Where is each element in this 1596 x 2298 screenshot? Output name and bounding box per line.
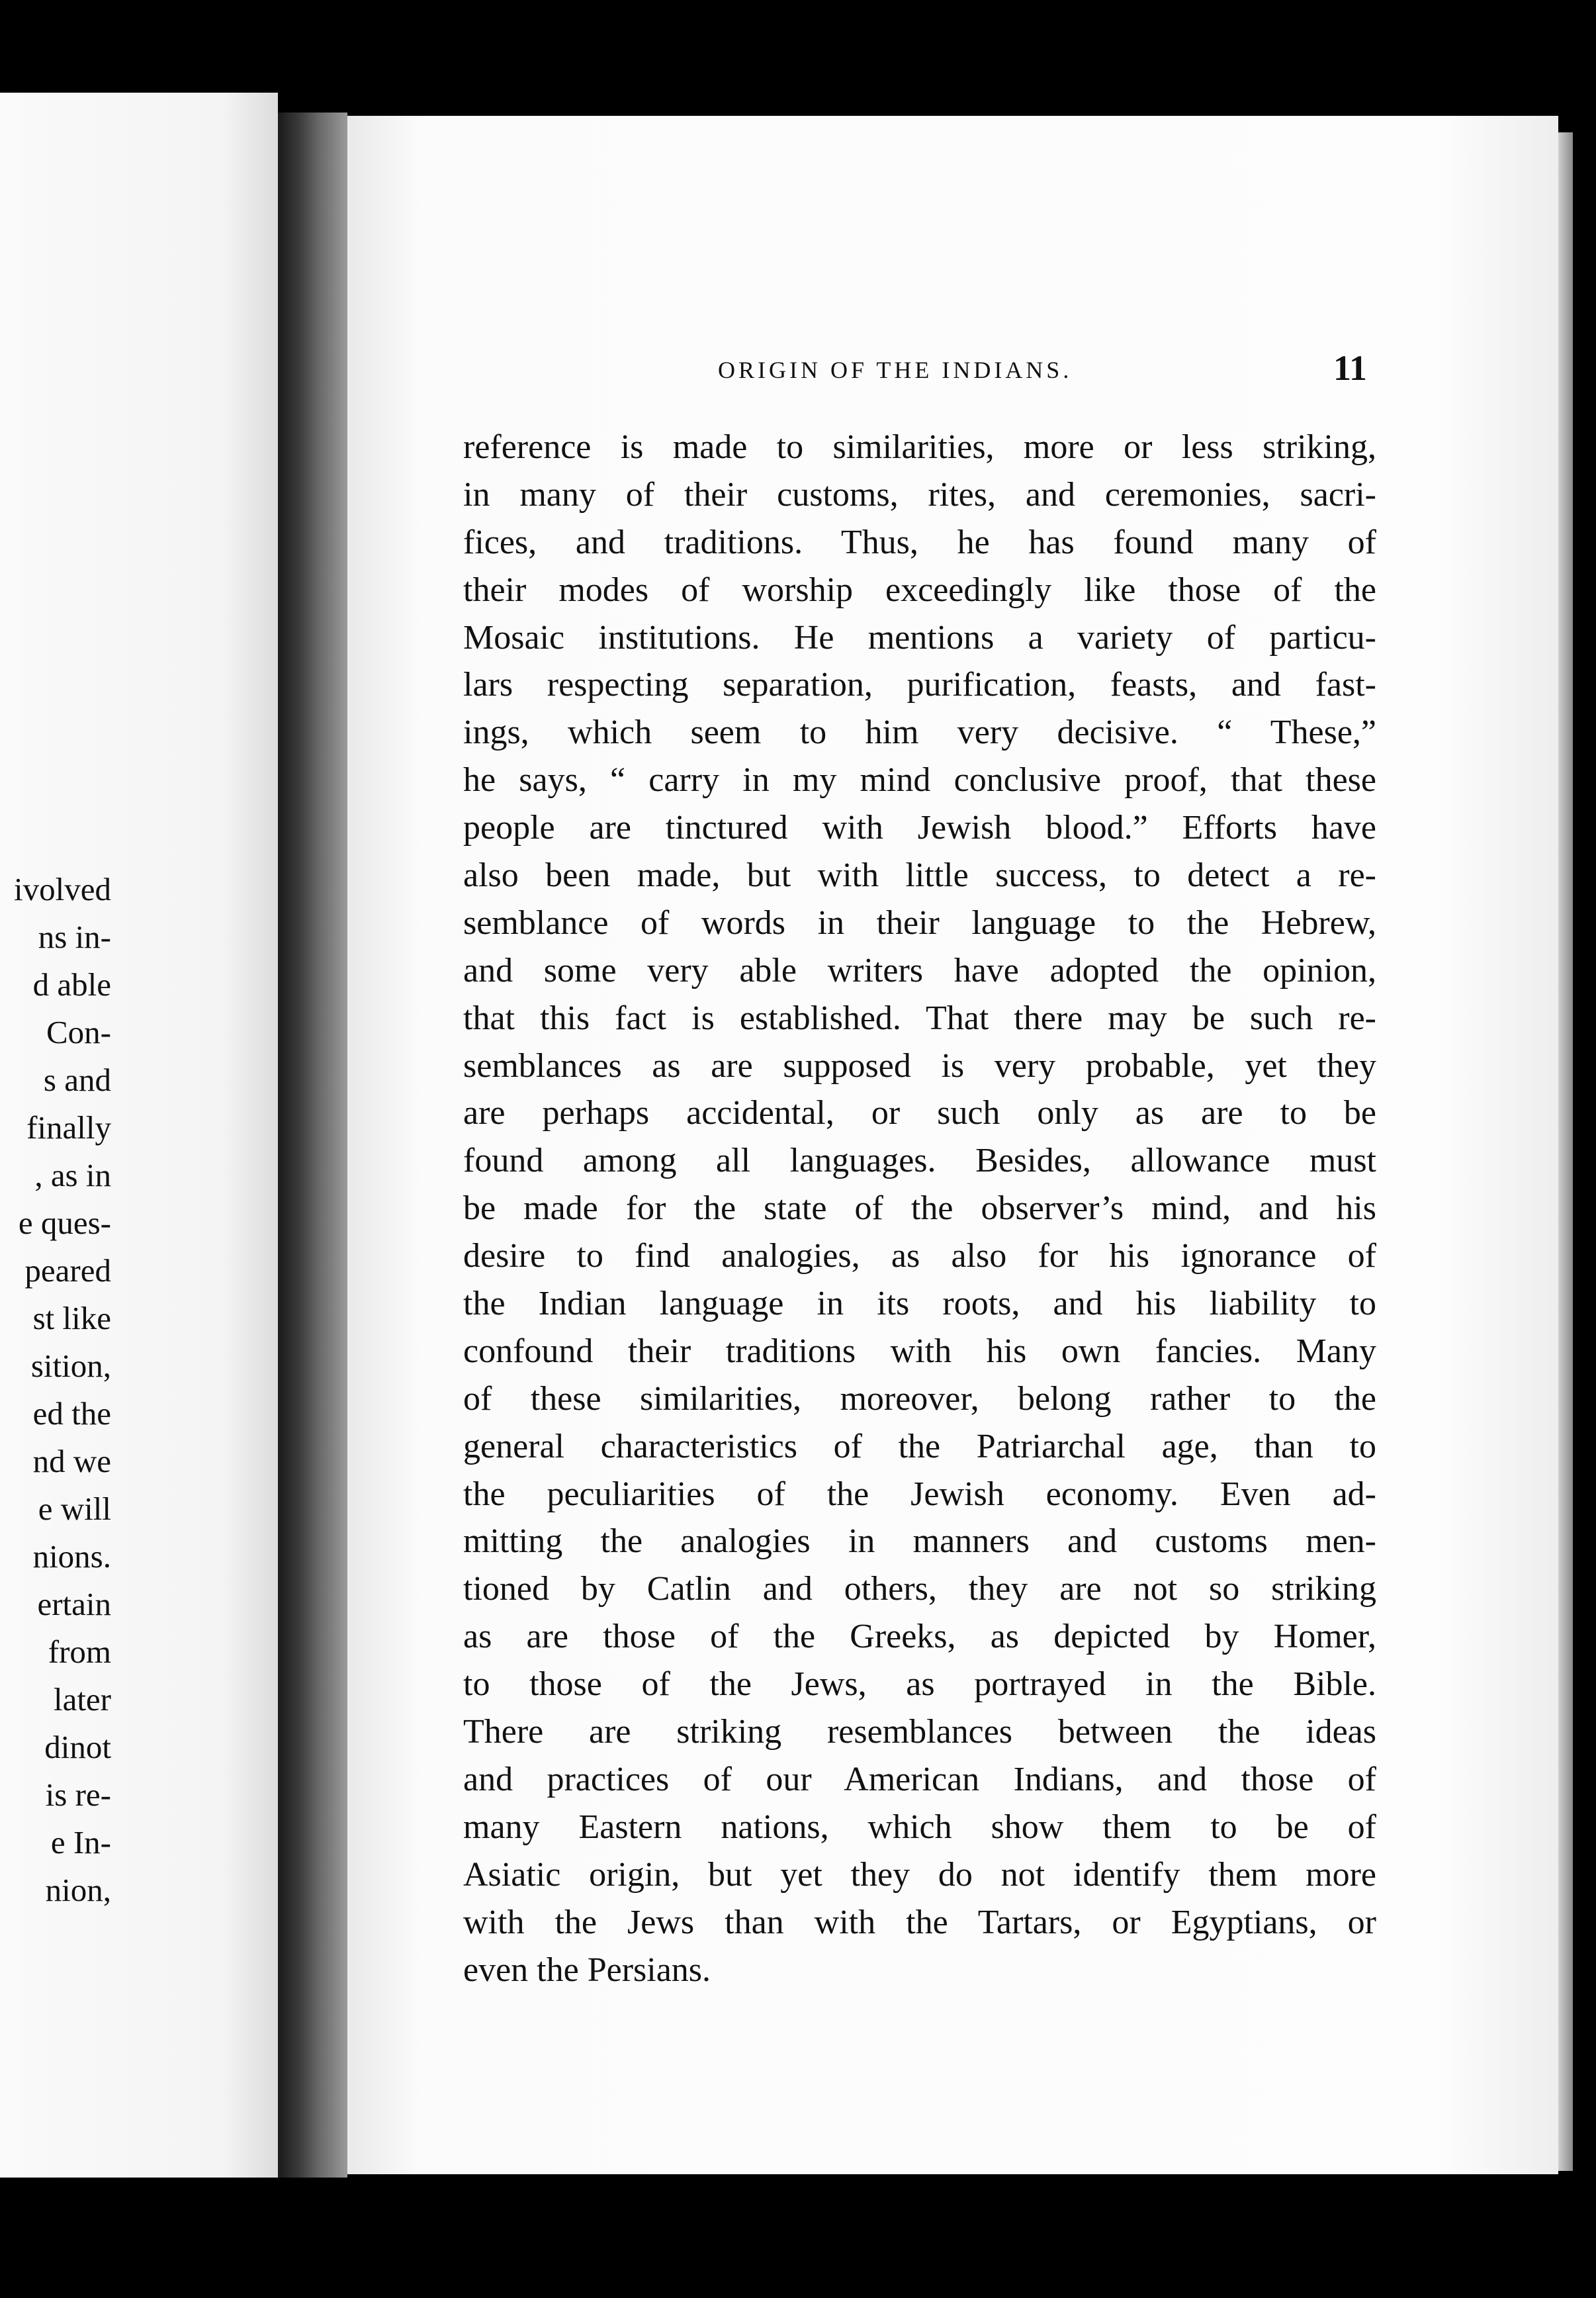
left-page-line: , as in [34, 1157, 111, 1193]
left-page-line: ivolved [14, 871, 111, 907]
body-line: confound their traditions with his own fancies. Many [463, 1332, 1376, 1370]
left-page-text-fragments [0, 866, 111, 1914]
left-page-line: e will [38, 1491, 111, 1527]
body-line: Asiatic origin, but yet they do not identify them more [463, 1855, 1376, 1894]
left-page-line: nion, [45, 1872, 111, 1908]
left-page-line: from [48, 1633, 111, 1670]
left-page-line: ns in- [38, 919, 111, 955]
body-line: also been made, but with little success, to detect a re- [463, 856, 1376, 895]
body-line: many Eastern nations, which show them to be of [463, 1808, 1376, 1846]
body-line: their modes of worship exceedingly like those of the [463, 571, 1376, 609]
body-line: and some very able writers have adopted the opinion, [463, 951, 1376, 989]
body-line: There are striking resemblances between the ideas [463, 1713, 1376, 1751]
left-page-line: d able [32, 966, 111, 1003]
body-line: reference is made to similarities, more or less striking, [463, 428, 1376, 466]
book-gutter [278, 113, 347, 2178]
body-line: to those of the Jews, as portrayed in the Bible. [463, 1665, 1376, 1704]
body-line: be made for the state of the observer’s mind, and his [463, 1189, 1376, 1228]
left-page-line: s and [43, 1062, 111, 1098]
running-head: ORIGIN OF THE INDIANS. [718, 357, 1073, 383]
body-line: that this fact is established. That there may be such re- [463, 999, 1376, 1037]
body-line: lars respecting separation, purification, feasts, and fast- [463, 666, 1376, 704]
body-line: semblances as are supposed is very probable, yet they [463, 1046, 1376, 1085]
left-page-line: nd we [32, 1443, 111, 1479]
body-line: the peculiarities of the Jewish economy. Even ad- [463, 1475, 1376, 1513]
body-line: mitting the analogies in manners and customs men- [463, 1522, 1376, 1561]
body-line: desire to find analogies, as also for his ignorance of [463, 1237, 1376, 1275]
body-line: of these similarities, moreover, belong rather to the [463, 1379, 1376, 1418]
body-line: Mosaic institutions. He mentions a variety of particu- [463, 618, 1376, 657]
body-line: he says, “ carry in my mind conclusive proof, that these [463, 761, 1376, 800]
left-page-line: e ques- [18, 1205, 111, 1241]
body-line: in many of their customs, rites, and ceremonies, sacri- [463, 475, 1376, 514]
left-page-line: nions. [32, 1538, 111, 1575]
left-page-line: sition, [30, 1348, 111, 1384]
left-page-line: Con- [46, 1014, 111, 1050]
left-page-line: peared [24, 1252, 111, 1289]
body-line: fices, and traditions. Thus, he has found many of [463, 523, 1376, 561]
left-page-line: st like [32, 1300, 111, 1336]
body-line: and practices of our American Indians, and those of [463, 1760, 1376, 1798]
page-number: 11 [1333, 348, 1368, 388]
left-page-line: e In- [50, 1824, 111, 1861]
left-page-line: ertain [37, 1586, 111, 1622]
left-page-line: finally [26, 1109, 111, 1146]
body-line: tioned by Catlin and others, they are not so striking [463, 1570, 1376, 1608]
body-line: are perhaps accidental, or such only as are to be [463, 1094, 1376, 1132]
left-page-line: is re- [45, 1776, 111, 1813]
body-line: with the Jews than with the Tartars, or Egyptians, or [463, 1903, 1376, 1941]
page-edge [1558, 132, 1573, 2171]
body-line: as are those of the Greeks, as depicted by Homer, [463, 1618, 1376, 1656]
left-page-line: ed the [32, 1395, 111, 1432]
body-line: general characteristics of the Patriarchal age, than to [463, 1427, 1376, 1465]
body-line: even the Persians. [463, 1951, 711, 1989]
body-text [463, 424, 1376, 1994]
left-page-line: later [53, 1681, 111, 1718]
body-line: the Indian language in its roots, and his liability to [463, 1285, 1376, 1323]
body-line: ings, which seem to him very decisive. “ These,” [463, 713, 1376, 752]
body-line: semblance of words in their language to the Hebrew, [463, 903, 1376, 942]
left-page-line: dinot [44, 1729, 111, 1765]
body-line: people are tinctured with Jewish blood.” Efforts have [463, 809, 1376, 847]
body-line: found among all languages. Besides, allowance must [463, 1142, 1376, 1180]
